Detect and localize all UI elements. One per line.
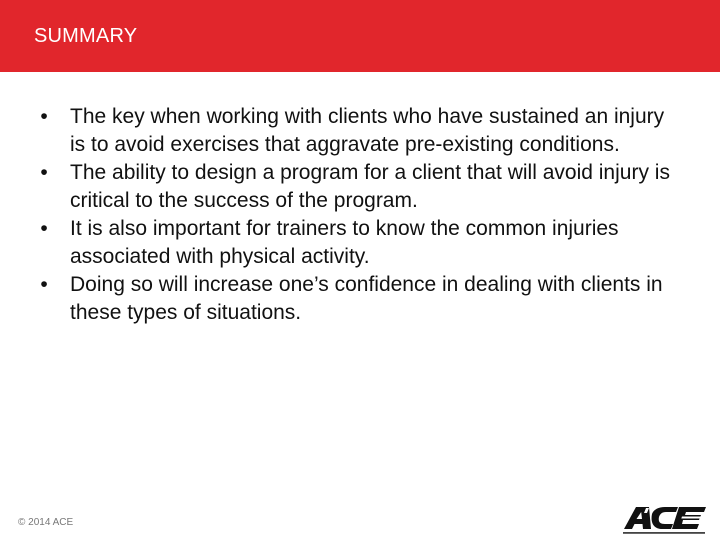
bullet-text: The key when working with clients who have sustained an injury is to avoid exercises that aggravate pre-existing conditions. bbox=[70, 105, 665, 156]
bullet-text: Doing so will increase one’s confidence in dealing with clients in these types of situations. bbox=[70, 273, 663, 324]
bullet-item bbox=[36, 159, 676, 215]
bullet-icon: • bbox=[40, 217, 48, 240]
bullet-icon: • bbox=[40, 105, 48, 128]
slide-title: SUMMARY bbox=[34, 25, 138, 47]
bullet-text: It is also important for trainers to know the common injuries associated with physical activity. bbox=[70, 217, 619, 268]
bullet-icon: • bbox=[40, 273, 48, 296]
bullet-item bbox=[36, 215, 676, 271]
bullet-icon: • bbox=[40, 161, 48, 184]
bullet-item bbox=[36, 103, 676, 159]
copyright-notice: © 2014 ACE bbox=[18, 517, 74, 528]
bullet-item bbox=[36, 271, 676, 327]
summary-bullet-list bbox=[36, 103, 676, 327]
ace-logo bbox=[620, 504, 710, 536]
bullet-text: The ability to design a program for a client that will avoid injury is critical to the success of the program. bbox=[70, 161, 670, 212]
